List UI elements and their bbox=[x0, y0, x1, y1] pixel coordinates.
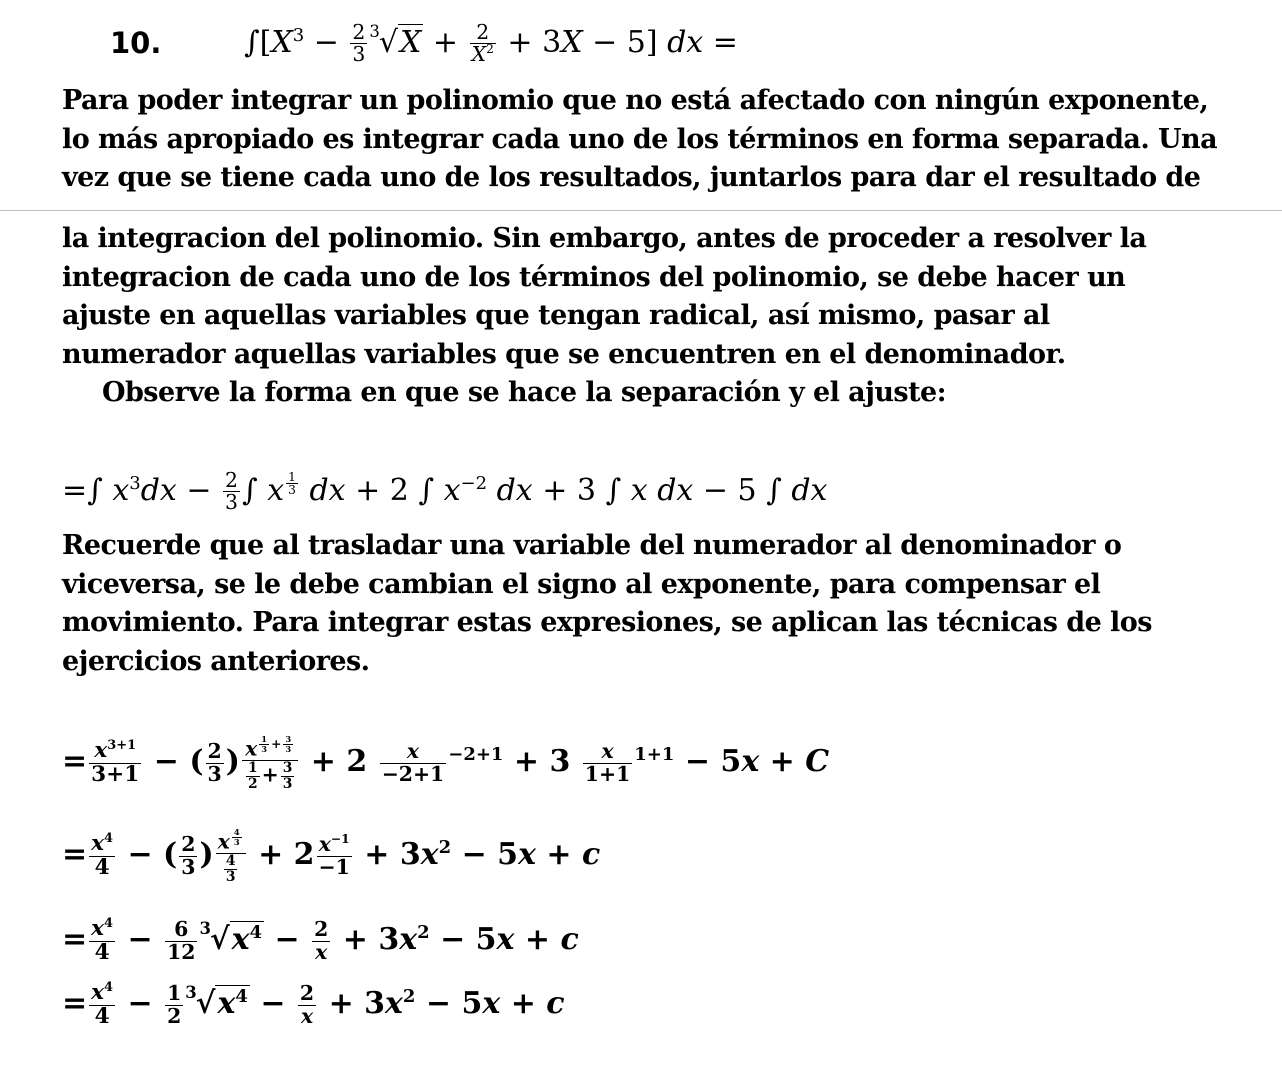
paragraph-line: numerador aquellas variables que se encuentren en el denominador. bbox=[62, 338, 1066, 370]
solution-step-3: = $\frac{x^4}{4}$ − $\frac{6}{12}$ $^3√x^4$ − $\frac{2}{x}$ + $3x^2 - 5x + c$ bbox=[62, 915, 579, 965]
paragraph-line: vez que se tiene cada uno de los resultados, juntarlos para dar el resultado de bbox=[62, 162, 1201, 193]
paragraph-line: ejercicios anteriores. bbox=[62, 645, 370, 677]
paragraph-line: viceversa, se le debe cambian el signo al exponente, para compensar el bbox=[62, 568, 1101, 600]
separation-expression: =∫ $x^3dx$ − $\frac{2}{3}$ ∫ x $^{\frac{1}{3}}$ dx + 2 ∫ $x^{-2}$ dx + 3 ∫ x dx − 5 ∫ dx bbox=[62, 468, 828, 515]
page-divider bbox=[0, 210, 1282, 211]
solution-step-1: = $\frac{x^{3+1}}{3+1}$ − ( $\frac{2}{3}$ ) x $^{\frac{1}{3} + \frac{3}{3}}$ $\frac{1}{2}$ + $\frac{3}{3}$ + 2 $\frac{x}{-2+1}$ $^{-2+1}$ + 3 $\frac{x}{1+1}$ $^{1+1}$ − 5x + C bbox=[62, 734, 830, 792]
explanation-paragraph bbox=[62, 82, 1277, 198]
solution-step-4: = $\frac{x^4}{4}$ − $\frac{1}{2}$ $^3√x^4$ − $\frac{2}{x}$ + $3x^2 - 5x + c$ bbox=[62, 979, 565, 1029]
paragraph-line: Para poder integrar un polinomio que no está afectado con ningún exponente, bbox=[62, 85, 1209, 116]
exercise-statement: $\int[X^3$ − $\frac{2}{3}$ $^3$√X + $\frac{2}{X^2}$ + 3X − 5] dx = bbox=[244, 20, 738, 67]
paragraph-line: Recuerde que al trasladar una variable del numerador al denominador o bbox=[62, 530, 1122, 561]
paragraph-line: la integracion del polinomio. Sin embargo, antes de proceder a resolver la bbox=[62, 223, 1147, 254]
paragraph-line: lo más apropiado es integrar cada uno de los términos en forma separada. Una bbox=[62, 123, 1218, 155]
solution-step-2: = $\frac{x^4}{4}$ − ( $\frac{2}{3}$ ) x $^{\frac{4}{3}}$ $\frac{4}{3}$ + 2 $\frac{x^{-1}}{-1}$ + $3x^2 - 5x + c$ bbox=[62, 827, 601, 885]
exercise-number: 10. bbox=[110, 26, 162, 60]
paragraph-line: movimiento. Para integrar estas expresiones, se aplican las técnicas de los bbox=[62, 607, 1152, 638]
paragraph-line: ajuste en aquellas variables que tengan radical, así mismo, pasar al bbox=[62, 300, 1050, 331]
reminder-paragraph bbox=[62, 527, 1277, 681]
explanation-paragraph-continued bbox=[62, 220, 1277, 413]
paragraph-line: Observe la forma en que se hace la separación y el ajuste: bbox=[102, 377, 947, 408]
paragraph-line: integracion de cada uno de los términos del polinomio, se debe hacer un bbox=[62, 261, 1126, 293]
